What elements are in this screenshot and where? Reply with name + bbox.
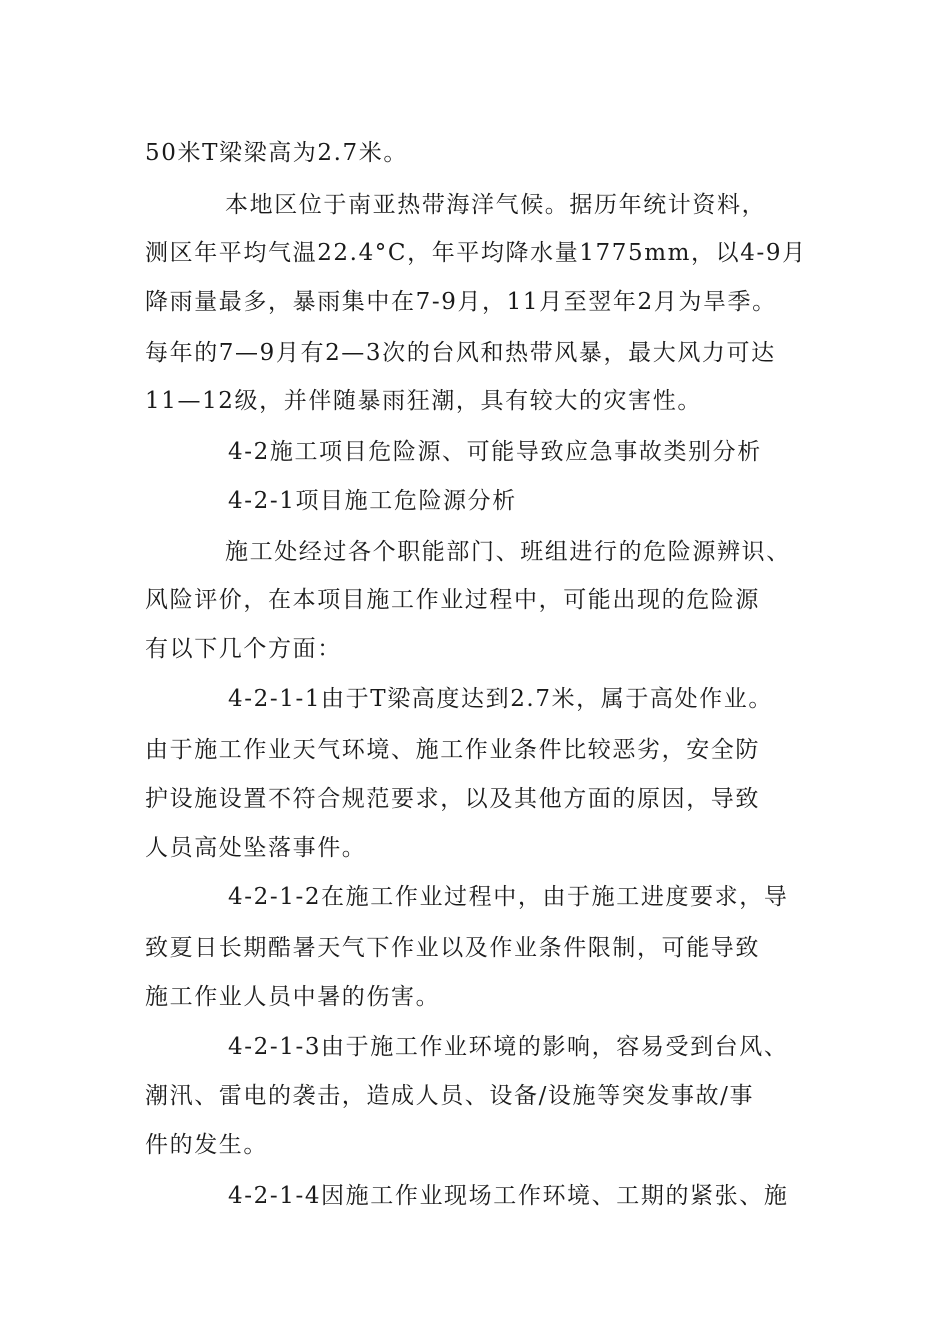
text-line: 致夏日长期酷暑天气下作业以及作业条件限制，可能导致 <box>145 935 760 961</box>
section-heading: 4-2施工项目危险源、可能导致应急事故类别分析 <box>228 439 762 465</box>
text-line: 11—12级，并伴随暴雨狂潮，具有较大的灾害性。 <box>145 388 702 414</box>
text-line: 由于施工作业天气环境、施工作业条件比较恶劣，安全防 <box>145 737 760 763</box>
subsection-heading: 4-2-1项目施工危险源分析 <box>228 488 517 514</box>
item-4-2-1-3: 4-2-1-3由于施工作业环境的影响，容易受到台风、 <box>228 1034 789 1060</box>
item-4-2-1-4: 4-2-1-4因施工作业现场工作环境、工期的紧张、施 <box>228 1183 789 1209</box>
text-line: 风险评价，在本项目施工作业过程中，可能出现的危险源 <box>145 587 760 613</box>
item-4-2-1-2: 4-2-1-2在施工作业过程中，由于施工进度要求，导 <box>228 884 789 910</box>
text-line: 件的发生。 <box>145 1132 268 1158</box>
text-line: 测区年平均气温22.4°C，年平均降水量1775mm，以4-9月 <box>145 240 807 266</box>
text-line: 降雨量最多，暴雨集中在7-9月，11月至翌年2月为旱季。 <box>145 289 777 315</box>
text-line: 每年的7—9月有2—3次的台风和热带风暴，最大风力可达 <box>145 340 776 366</box>
paragraph-climate: 本地区位于南亚热带海洋气候。据历年统计资料， <box>225 192 767 218</box>
item-4-2-1-1: 4-2-1-1由于T梁高度达到2.7米，属于高处作业。 <box>228 686 773 712</box>
paragraph-hazard-intro: 施工处经过各个职能部门、班组进行的危险源辨识、 <box>225 539 791 565</box>
text-line: 护设施设置不符合规范要求，以及其他方面的原因，导致 <box>145 786 760 812</box>
text-line: 施工作业人员中暑的伤害。 <box>145 984 441 1010</box>
text-line: 有以下几个方面： <box>145 636 342 662</box>
text-line: 人员高处坠落事件。 <box>145 835 367 861</box>
text-line: 50米T梁梁高为2.7米。 <box>145 140 408 166</box>
text-line: 潮汛、雷电的袭击，造成人员、设备/设施等突发事故/事 <box>145 1083 755 1109</box>
